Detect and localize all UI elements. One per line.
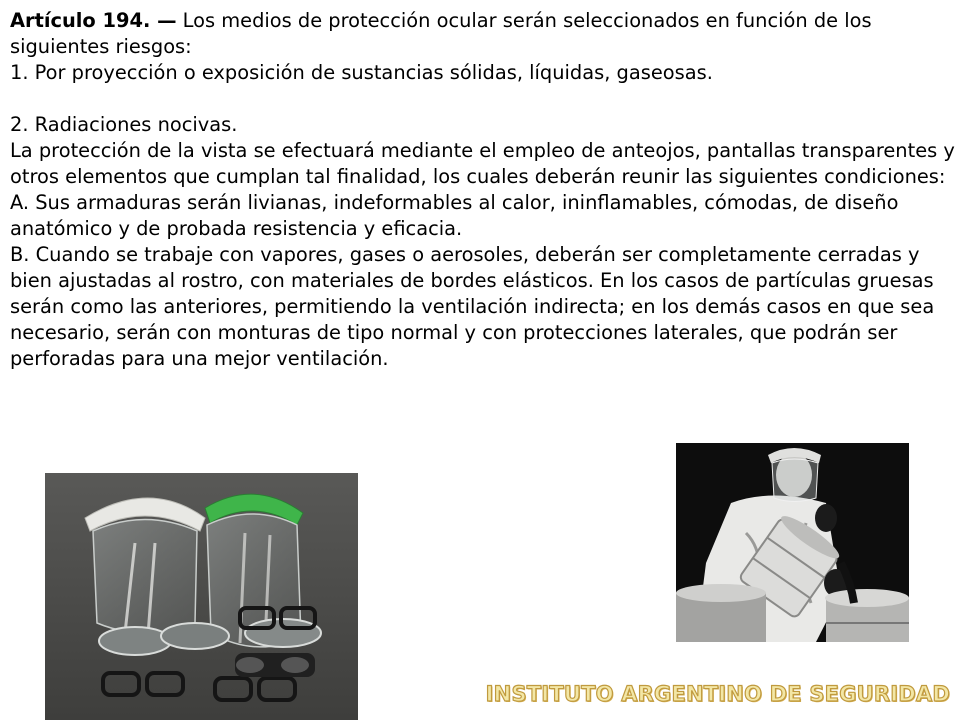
article-text bbox=[10, 8, 955, 372]
protection-paragraph: La protección de la vista se efectuará mediante el empleo de anteojos, pantallas transparentes y otros elementos que cumplan tal finalidad, los cuales deberán reunir las siguientes condiciones: bbox=[10, 139, 955, 188]
face-shields-photo bbox=[45, 473, 358, 720]
article-intro-paragraph bbox=[10, 8, 955, 60]
article-heading: Artículo 194. — bbox=[10, 9, 177, 32]
risk-item-1: 1. Por proyección o exposición de sustancias sólidas, líquidas, gaseosas. bbox=[10, 61, 713, 84]
institute-logo: INSTITUTO ARGENTINO DE SEGURIDAD bbox=[485, 682, 950, 706]
worker-face-shield-photo bbox=[676, 443, 909, 642]
risk-item-2: 2. Radiaciones nocivas. bbox=[10, 113, 238, 136]
article-intro: Los medios de protección ocular serán seleccionados en función de los siguientes riesgos: bbox=[10, 9, 872, 58]
condition-a: A. Sus armaduras serán livianas, indeformables al calor, ininflamables, cómodas, de diseño anatómico y de probada resistencia y eficacia. bbox=[10, 191, 899, 240]
condition-b: B. Cuando se trabaje con vapores, gases o aerosoles, deberán ser completamente cerradas y bien ajustadas al rostro, con materiales de bordes elásticos. En los casos de partículas gruesas serán como las anteriores, permitiendo la ventilación indirecta; en los demás casos en que sea necesario, serán con monturas de tipo normal y con protecciones laterales, que podrán ser perforadas para una mejor ventilación. bbox=[10, 243, 935, 370]
